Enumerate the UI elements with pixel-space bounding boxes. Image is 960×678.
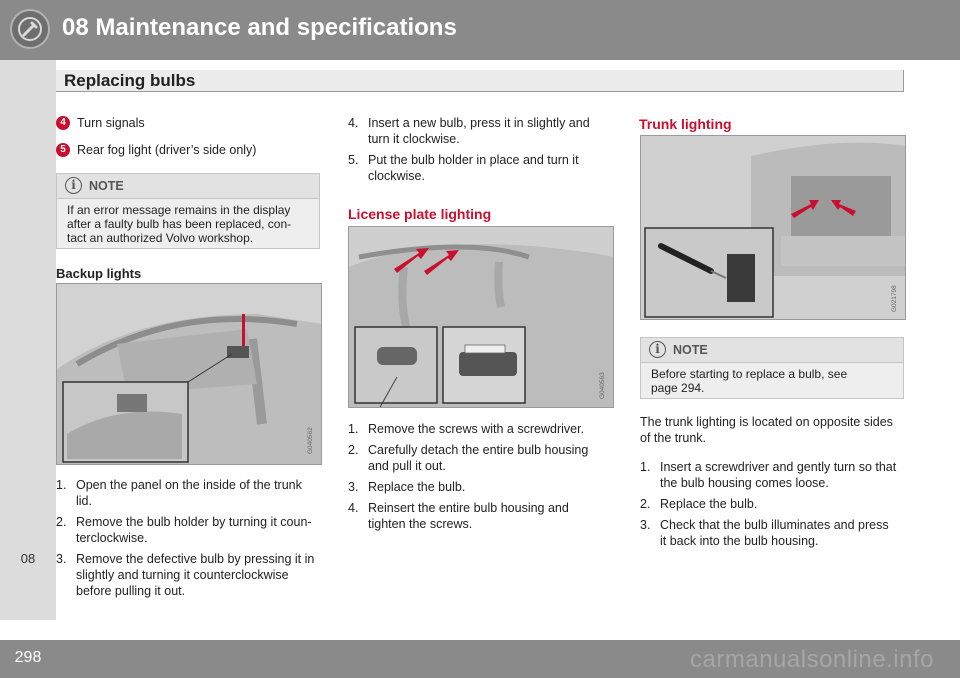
page-header [0,0,960,60]
step-item [348,479,618,495]
step-line: Remove the defective bulb by pressing it in [76,552,315,566]
step-item [348,442,618,474]
step-line: clockwise. [368,169,425,183]
step-line: Check that the bulb illuminates and press [660,518,889,532]
note-line: If an error message remains in the display [67,203,291,217]
maintenance-wrench-icon [10,9,50,49]
step-line: tighten the screws. [368,517,473,531]
step-item [640,459,915,491]
step-line: Reinsert the entire bulb housing and [368,501,569,515]
step-number: 3. [348,480,359,494]
step-line: terclockwise. [76,531,148,545]
note-box-error-message [56,173,320,249]
step-number: 1. [348,422,359,436]
figure-code: G021798 [891,285,898,312]
note-line: after a faulty bulb has been replaced, con- [67,217,292,231]
license-plate-lighting-heading: License plate lighting [348,206,492,222]
chapter-title: 08 Maintenance and specifications [62,14,457,41]
step-number: 1. [640,460,651,474]
note-box-see-page [640,337,904,399]
note-label: NOTE [89,179,124,193]
step-item [56,514,326,546]
trunk-intro-paragraph [640,414,915,446]
page-number: 298 [14,649,42,666]
note-line: Before starting to replace a bulb, see [651,367,848,381]
note-line: page 294. [651,381,705,395]
step-line: it back into the bulb housing. [660,534,819,548]
step-item [640,496,915,512]
trunk-lighting-illustration [640,135,906,320]
legend-label: Turn signals [77,116,145,130]
step-number: 5. [348,153,359,167]
step-line: Insert a new bulb, press it in slightly and [368,116,590,130]
license-plate-steps-list [348,421,618,537]
step-number: 4. [348,501,359,515]
step-item [348,115,618,147]
info-icon: i [65,177,82,194]
step-number: 4. [348,116,359,130]
callout-badge-5: 5 [56,143,70,157]
legend-label: Rear fog light (driver’s side only) [77,143,257,157]
backup-steps-list [56,477,326,604]
backup-steps-continued [348,115,618,189]
chapter-band [0,60,56,620]
step-line: turn it clockwise. [368,132,460,146]
note-header [57,174,319,199]
info-icon: i [649,341,666,358]
step-line: and pull it out. [368,459,446,473]
chapter-tab[interactable]: 08 [20,551,36,566]
step-line: Insert a screwdriver and gently turn so that [660,460,897,474]
step-line: before pulling it out. [76,584,186,598]
note-line: tact an authorized Volvo workshop. [67,231,254,245]
step-line: Remove the bulb holder by turning it coun- [76,515,312,529]
step-number: 3. [56,552,67,566]
step-line: Carefully detach the entire bulb housing [368,443,589,457]
step-line: Replace the bulb. [368,480,466,494]
step-item [348,500,618,532]
step-number: 3. [640,518,651,532]
step-item [348,421,618,437]
note-text [651,367,895,395]
figure-code: G040562 [307,427,314,454]
note-header [641,338,903,363]
step-line: Remove the screws with a screwdriver. [368,422,585,436]
step-item [348,152,618,184]
step-line: lid. [76,494,92,508]
page-footer [0,640,960,678]
trunk-lighting-heading: Trunk lighting [639,116,732,132]
step-line: slightly and turning it counterclockwise [76,568,289,582]
trunk-steps-list [640,459,915,554]
paragraph-line: of the trunk. [640,431,707,445]
section-bar [56,70,904,92]
section-title: Replacing bulbs [64,71,196,90]
step-number: 2. [56,515,67,529]
step-line: Replace the bulb. [660,497,758,511]
step-number: 1. [56,478,67,492]
step-number: 2. [640,497,651,511]
step-line: Open the panel on the inside of the trunk [76,478,302,492]
step-line: the bulb housing comes loose. [660,476,829,490]
callout-badge-4: 4 [56,116,70,130]
license-plate-illustration [348,226,614,408]
note-text [67,203,311,245]
step-item [56,477,326,509]
paragraph-line: The trunk lighting is located on opposite sides [640,415,893,429]
watermark: carmanualsonline.info [690,646,934,673]
backup-lights-heading: Backup lights [56,266,142,281]
note-label: NOTE [673,343,708,357]
figure-code: G040563 [599,372,606,399]
step-item [640,517,915,549]
step-line: Put the bulb holder in place and turn it [368,153,579,167]
step-number: 2. [348,443,359,457]
backup-lights-illustration [56,283,322,465]
step-item [56,551,326,599]
